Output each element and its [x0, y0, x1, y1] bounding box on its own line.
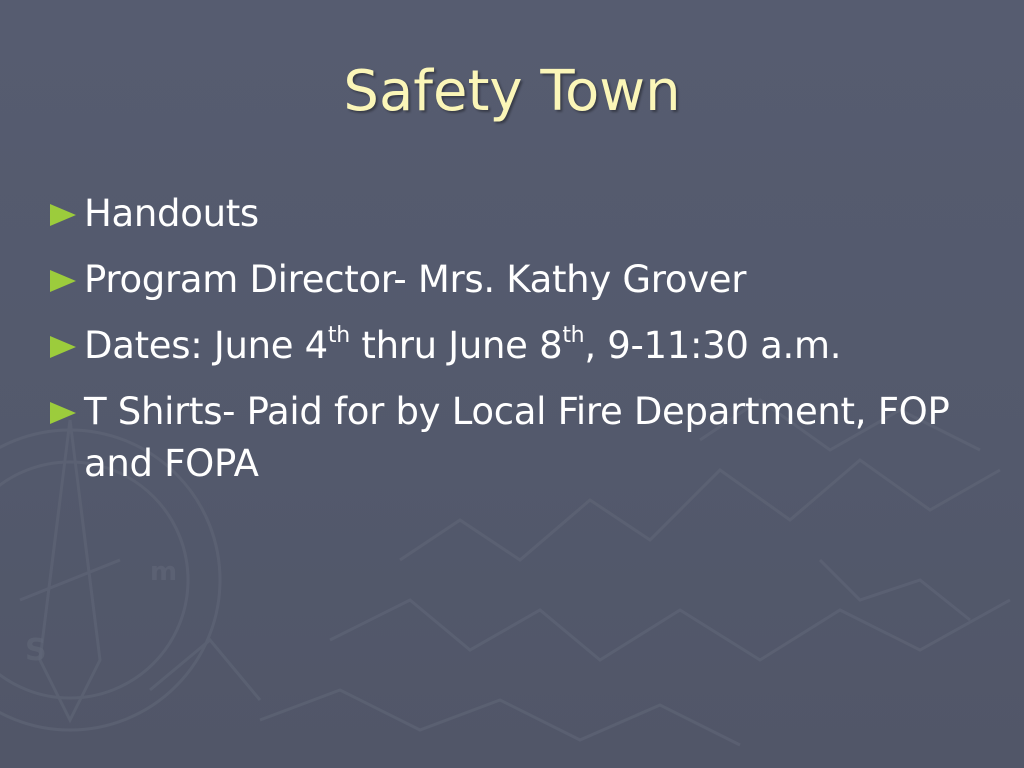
triangle-right-icon: [50, 188, 80, 240]
ordinal-suffix: th: [562, 323, 585, 348]
slide-title: Safety Town: [343, 59, 681, 124]
bullet-text: Program Director- Mrs. Kathy Grover: [84, 258, 747, 301]
bullet-item-handouts: [48, 188, 988, 240]
bullet-item-dates: [48, 320, 988, 372]
bullet-list: [48, 188, 988, 504]
triangle-right-icon: [50, 386, 80, 438]
svg-text:S: S: [25, 633, 47, 668]
bullet-item-program-director: [48, 254, 988, 306]
bullet-text-part: Dates: June 4: [84, 324, 328, 367]
bullet-text: Handouts: [84, 192, 259, 235]
bullet-text-part: , 9-11:30 a.m.: [584, 324, 842, 367]
triangle-right-icon: [50, 320, 80, 372]
bullet-text: T Shirts- Paid for by Local Fire Department, FOP and FOPA: [84, 390, 950, 485]
svg-text:m: m: [150, 557, 178, 587]
bullet-item-t-shirts: [48, 386, 988, 490]
triangle-right-icon: [50, 254, 80, 306]
bullet-text-part: thru June 8: [349, 324, 563, 367]
ordinal-suffix: th: [327, 323, 350, 348]
